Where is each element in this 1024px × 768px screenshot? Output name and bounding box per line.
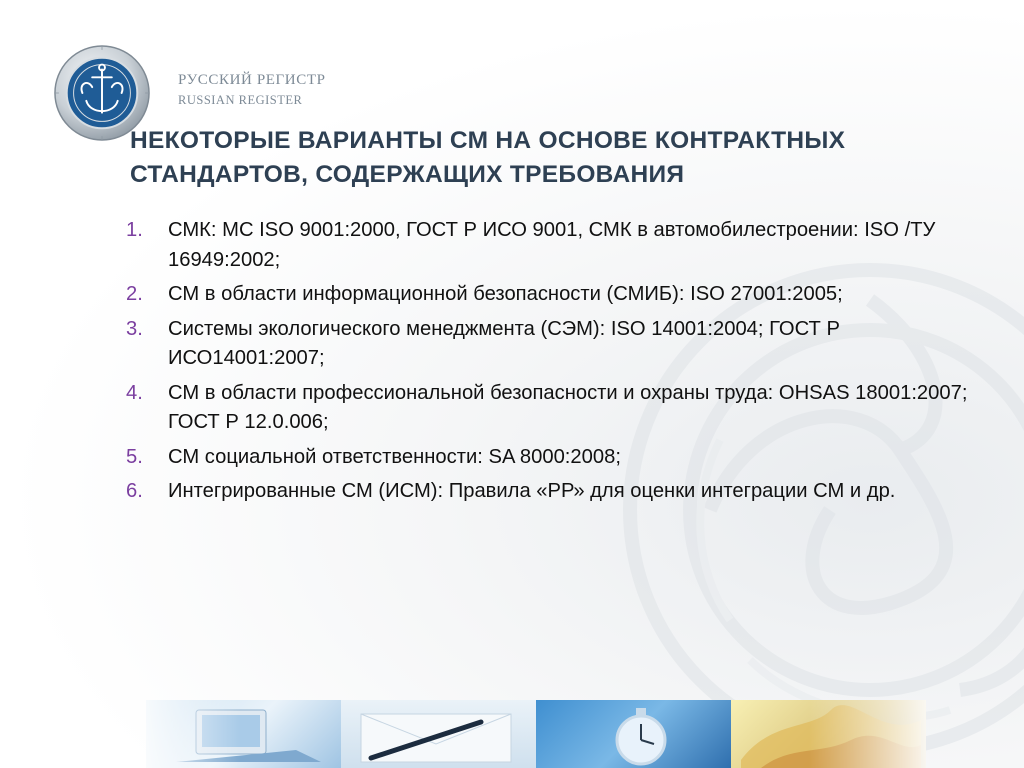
strip-fade xyxy=(146,700,926,768)
item-text: СМК: МС ISO 9001:2000, ГОСТ Р ИСО 9001, СМК в автомобилестроении: ISO /ТУ 16949:2002; xyxy=(168,219,936,271)
item-text: СМ в области профессиональной безопасности и охраны труда: OHSAS 18001:2007; ГОСТ Р 12.0.006; xyxy=(168,381,968,433)
list-item xyxy=(126,315,986,374)
item-number: 6. xyxy=(126,480,143,502)
list-item xyxy=(126,443,986,473)
list-item xyxy=(126,216,986,275)
item-number: 1. xyxy=(126,219,143,241)
slide-title xyxy=(130,124,930,192)
item-number: 2. xyxy=(126,283,143,305)
item-number: 5. xyxy=(126,445,143,468)
title-line-1: НЕКОТОРЫЕ ВАРИАНТЫ СМ НА ОСНОВЕ КОНТРАКТНЫХ xyxy=(130,127,846,154)
list-item xyxy=(126,280,986,310)
item-number: 3. xyxy=(126,317,143,340)
item-text: Интегрированные СМ (ИСМ): Правила «РР» для оценки интеграции СМ и др. xyxy=(168,480,896,502)
photo-strip xyxy=(146,700,926,768)
brand-name-en: RUSSIAN REGISTER xyxy=(178,93,303,107)
list-item xyxy=(126,379,986,438)
title-line-2: СТАНДАРТОВ, СОДЕРЖАЩИХ ТРЕБОВАНИЯ xyxy=(130,161,685,188)
brand-block xyxy=(178,72,326,108)
item-text: Системы экологического менеджмента (СЭМ): ISO 14001:2004; ГОСТ Р ИСО14001:2007; xyxy=(168,317,840,369)
standards-list xyxy=(126,216,986,512)
item-text: СМ в области информационной безопасности (СМИБ): ISO 27001:2005; xyxy=(168,283,843,305)
item-text: СМ социальной ответственности: SA 8000:2008; xyxy=(168,445,621,468)
item-number: 4. xyxy=(126,381,143,404)
list-item xyxy=(126,477,986,507)
brand-name-ru: РУССКИЙ РЕГИСТР xyxy=(178,72,326,88)
